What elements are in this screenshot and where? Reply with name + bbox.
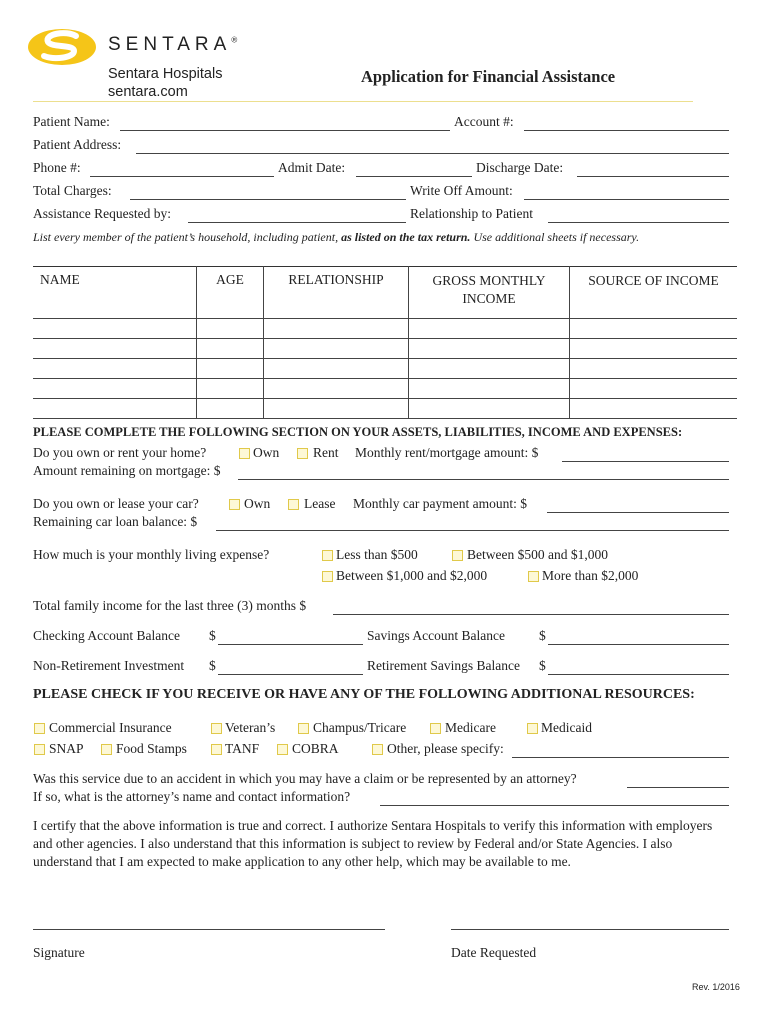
- sentara-logo-icon: [26, 26, 98, 68]
- nonretirement-label: Non-Retirement Investment: [33, 658, 185, 673]
- account-label: Account #:: [454, 114, 514, 129]
- savings-field[interactable]: [548, 644, 729, 645]
- tanf-checkbox[interactable]: [211, 744, 222, 755]
- snap-label: SNAP: [49, 741, 84, 756]
- col-name: NAME: [40, 272, 80, 287]
- hospital-name: Sentara Hospitals: [108, 66, 223, 82]
- patient-name-label: Patient Name:: [33, 114, 110, 129]
- car-own-label: Own: [244, 496, 271, 511]
- admit-date-label: Admit Date:: [278, 160, 346, 175]
- champus-label: Champus/Tricare: [313, 720, 407, 735]
- car-balance-field[interactable]: [216, 530, 729, 531]
- assets-section-title: PLEASE COMPLETE THE FOLLOWING SECTION ON YOUR ASSETS, LIABILITIES, INCOME AND EXPENSES:: [33, 425, 683, 439]
- revision-label: Rev. 1/2016: [692, 982, 740, 992]
- living-1000-2000-label: Between $1,000 and $2,000: [336, 568, 488, 583]
- total-charges-field[interactable]: [130, 199, 406, 200]
- nonretirement-dollar: $: [209, 658, 216, 673]
- veterans-label: Veteran’s: [225, 720, 276, 735]
- table-row[interactable]: [33, 319, 737, 339]
- medicaid-checkbox[interactable]: [527, 723, 538, 734]
- table-row[interactable]: [33, 399, 737, 419]
- car-lease-label: Lease: [304, 496, 336, 511]
- col-source-income: SOURCE OF INCOME: [570, 267, 738, 319]
- family-income-label: Total family income for the last three (3) months $: [33, 598, 307, 613]
- mortgage-remaining-label: Amount remaining on mortgage: $: [33, 463, 221, 478]
- car-payment-label: Monthly car payment amount: $: [353, 496, 527, 511]
- other-checkbox[interactable]: [372, 744, 383, 755]
- certification-text: I certify that the above information is true and correct. I authorize Sentara Hospitals to verify this information with employers and other agencies. I also understand that this information is subject to review by Federal and/or State Agencies. I also understand that I am expected to make application to any other help, which may be available to me.: [33, 818, 713, 869]
- home-own-checkbox[interactable]: [239, 448, 250, 459]
- accident-question: Was this service due to an accident in which you may have a claim or be represented by an attorney?: [33, 771, 577, 786]
- signature-field[interactable]: [33, 929, 385, 930]
- admit-date-field[interactable]: [356, 176, 472, 177]
- living-expense-question: How much is your monthly living expense?: [33, 547, 270, 562]
- tanf-label: TANF: [225, 741, 260, 756]
- table-row[interactable]: [33, 379, 737, 399]
- discharge-date-field[interactable]: [577, 176, 729, 177]
- retirement-label: Retirement Savings Balance: [367, 658, 520, 673]
- accident-answer-field[interactable]: [627, 787, 729, 788]
- monthly-rent-field[interactable]: [562, 461, 729, 462]
- living-500-1000-checkbox[interactable]: [452, 550, 463, 561]
- account-field[interactable]: [524, 130, 729, 131]
- relationship-label: Relationship to Patient: [410, 206, 533, 221]
- date-requested-label: Date Requested: [451, 945, 537, 960]
- car-lease-checkbox[interactable]: [288, 499, 299, 510]
- resources-section-title: PLEASE CHECK IF YOU RECEIVE OR HAVE ANY OF THE FOLLOWING ADDITIONAL RESOURCES:: [33, 687, 695, 702]
- living-gt2000-label: More than $2,000: [542, 568, 639, 583]
- monthly-rent-label: Monthly rent/mortgage amount: $: [355, 445, 539, 460]
- website: sentara.com: [108, 84, 188, 100]
- food-stamps-label: Food Stamps: [116, 741, 187, 756]
- page-title: Application for Financial Assistance: [361, 67, 616, 86]
- medicare-checkbox[interactable]: [430, 723, 441, 734]
- commercial-insurance-label: Commercial Insurance: [49, 720, 172, 735]
- col-gross-income: GROSS MONTHLY INCOME: [409, 267, 570, 319]
- car-own-checkbox[interactable]: [229, 499, 240, 510]
- relationship-field[interactable]: [548, 222, 729, 223]
- cobra-label: COBRA: [292, 741, 339, 756]
- household-table: [33, 266, 737, 419]
- brand-wordmark: SENTARA®: [108, 34, 238, 55]
- mortgage-remaining-field[interactable]: [238, 479, 729, 480]
- savings-label: Savings Account Balance: [367, 628, 505, 643]
- living-1000-2000-checkbox[interactable]: [322, 571, 333, 582]
- patient-address-label: Patient Address:: [33, 137, 122, 152]
- total-charges-label: Total Charges:: [33, 183, 112, 198]
- car-question: Do you own or lease your car?: [33, 496, 199, 511]
- medicaid-label: Medicaid: [541, 720, 592, 735]
- champus-checkbox[interactable]: [298, 723, 309, 734]
- living-500-1000-label: Between $500 and $1,000: [467, 547, 608, 562]
- other-field[interactable]: [512, 757, 729, 758]
- living-lt500-label: Less than $500: [336, 547, 418, 562]
- table-row[interactable]: [33, 339, 737, 359]
- living-lt500-checkbox[interactable]: [322, 550, 333, 561]
- checking-dollar: $: [209, 628, 216, 643]
- cobra-checkbox[interactable]: [277, 744, 288, 755]
- commercial-insurance-checkbox[interactable]: [34, 723, 45, 734]
- home-question: Do you own or rent your home?: [33, 445, 207, 460]
- attorney-question: If so, what is the attorney’s name and contact information?: [33, 789, 351, 804]
- home-rent-label: Rent: [313, 445, 339, 460]
- attorney-field[interactable]: [380, 805, 729, 806]
- discharge-date-label: Discharge Date:: [476, 160, 564, 175]
- car-balance-label: Remaining car loan balance: $: [33, 514, 198, 529]
- table-row[interactable]: [33, 359, 737, 379]
- savings-dollar: $: [539, 628, 546, 643]
- medicare-label: Medicare: [445, 720, 496, 735]
- home-rent-checkbox[interactable]: [297, 448, 308, 459]
- requested-by-field[interactable]: [188, 222, 406, 223]
- retirement-field[interactable]: [548, 674, 729, 675]
- phone-field[interactable]: [90, 176, 274, 177]
- col-relationship: RELATIONSHIP: [264, 267, 409, 319]
- veterans-checkbox[interactable]: [211, 723, 222, 734]
- write-off-field[interactable]: [524, 199, 729, 200]
- patient-name-field[interactable]: [120, 130, 450, 131]
- other-label: Other, please specify:: [387, 741, 504, 756]
- snap-checkbox[interactable]: [34, 744, 45, 755]
- phone-label: Phone #:: [33, 160, 81, 175]
- patient-address-field[interactable]: [136, 153, 729, 154]
- requested-by-label: Assistance Requested by:: [33, 206, 171, 221]
- nonretirement-field[interactable]: [218, 674, 363, 675]
- living-gt2000-checkbox[interactable]: [528, 571, 539, 582]
- table-header-row: [33, 267, 737, 319]
- home-own-label: Own: [253, 445, 280, 460]
- header-divider: [33, 101, 693, 102]
- checking-field[interactable]: [218, 644, 363, 645]
- food-stamps-checkbox[interactable]: [101, 744, 112, 755]
- col-age: AGE: [197, 267, 264, 319]
- family-income-field[interactable]: [333, 614, 729, 615]
- write-off-label: Write Off Amount:: [410, 183, 513, 198]
- checking-label: Checking Account Balance: [33, 628, 180, 643]
- car-payment-field[interactable]: [547, 512, 729, 513]
- date-requested-field[interactable]: [451, 929, 729, 930]
- household-note: List every member of the patient’s household, including patient, as listed on the tax return. Use additional sheets if necessary.: [33, 230, 640, 244]
- retirement-dollar: $: [539, 658, 546, 673]
- signature-label: Signature: [33, 945, 85, 960]
